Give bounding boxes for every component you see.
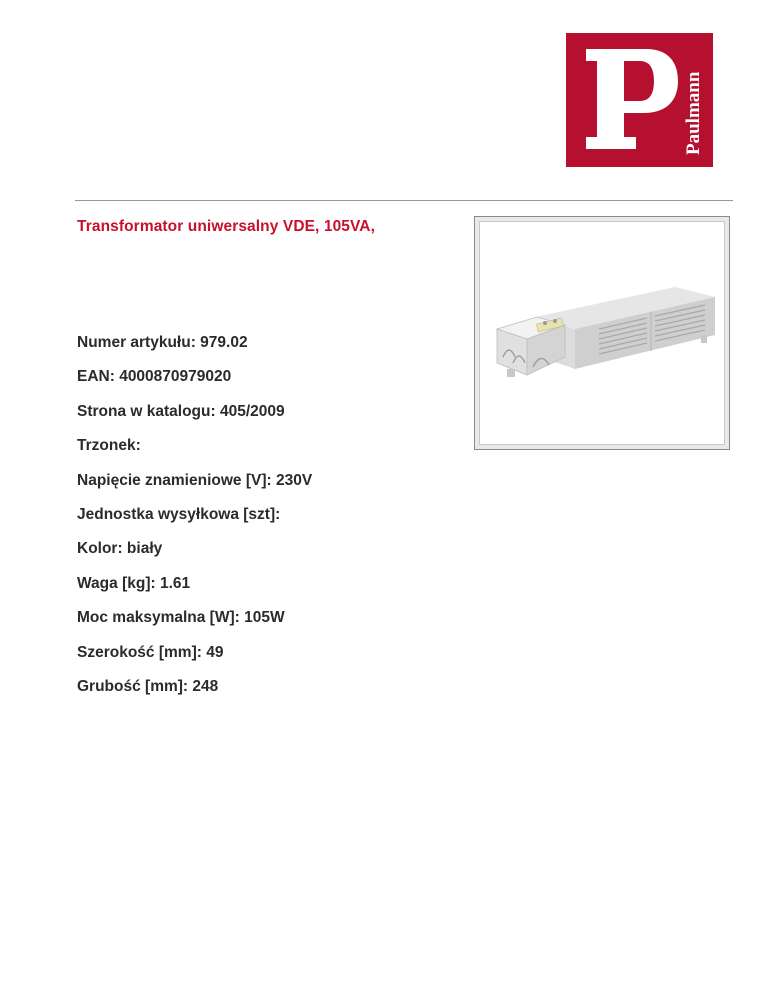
product-image-frame — [474, 216, 730, 450]
product-title: Transformator uniwersalny VDE, 105VA, — [77, 218, 376, 235]
header-divider — [75, 200, 733, 201]
spec-weight: Waga [kg]: 1.61 — [77, 574, 191, 592]
spec-max-power: Moc maksymalna [W]: 105W — [77, 609, 285, 627]
spec-article-number: Numer artykułu: 979.02 — [77, 334, 248, 351]
spec-catalog-page: Strona w katalogu: 405/2009 — [77, 402, 285, 420]
spec-thickness: Grubość [mm]: 248 — [77, 677, 219, 695]
spec-width: Szerokość [mm]: 49 — [77, 643, 224, 661]
spec-list — [77, 334, 312, 712]
logo-wordmark: Paulmann — [683, 71, 704, 155]
spec-voltage: Napięcie znamieniowe [V]: 230V — [77, 471, 313, 489]
spec-ean: EAN: 4000870979020 — [77, 368, 232, 386]
spec-base: Trzonek: — [77, 437, 141, 455]
paulmann-logo-graphic — [566, 33, 713, 167]
paulmann-logo — [566, 33, 713, 167]
spec-shipping-unit: Jednostka wysyłkowa [szt]: — [77, 505, 281, 523]
spec-color: Kolor: biały — [77, 540, 163, 558]
transformer-photo — [475, 217, 731, 451]
